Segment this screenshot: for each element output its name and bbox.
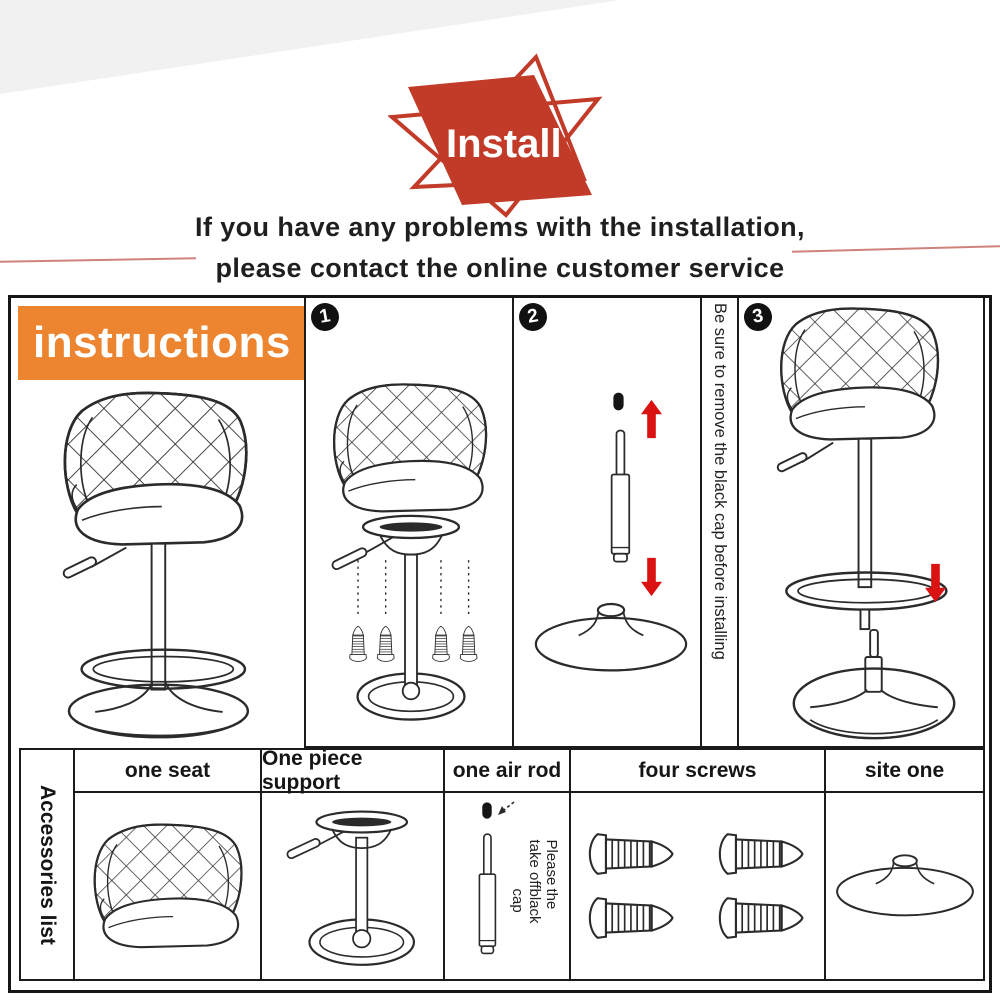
logo-text: Install: [446, 122, 562, 166]
step-2-badge: 2: [517, 301, 549, 333]
support-diagram: [279, 801, 427, 971]
column-four-screws: [569, 750, 824, 979]
black-cap-icon: [612, 391, 625, 412]
right-accent-line: [792, 245, 1000, 252]
screws-image: [571, 793, 824, 979]
dashed-arrow-icon: [493, 799, 517, 819]
air-rod-diagram: [598, 418, 642, 568]
accessories-label-cell: [21, 750, 73, 979]
accessories-label: Accessories list: [36, 784, 59, 945]
screw-icon: [581, 895, 685, 941]
instructions-title: instructions: [18, 306, 304, 380]
column-site-one: [824, 750, 983, 979]
air-rod-note: [508, 840, 561, 933]
arrow-down-icon: [924, 562, 947, 604]
screw-icon: [711, 831, 815, 877]
column-one-air-rod: [443, 750, 569, 979]
col-header-one-piece-support: One piece support: [262, 750, 443, 793]
step-3-badge: 3: [742, 301, 774, 333]
support-image: [262, 793, 443, 979]
side-note-column: [700, 298, 739, 748]
subtitle-line-2: please contact the online customer service: [215, 253, 785, 283]
rod-and-base-diagram: [784, 628, 964, 744]
air-rod-note-line-2: the black cap: [509, 888, 560, 924]
screw-icon: [581, 831, 685, 877]
accessories-table: [19, 748, 985, 981]
step-1-panel: [304, 298, 514, 748]
side-note: Be sure to remove the black cap before installing: [711, 303, 729, 660]
air-rod-diagram: [467, 823, 507, 959]
step-2-panel: [512, 298, 702, 748]
base-diagram: [528, 597, 694, 680]
column-one-piece-support: [260, 746, 443, 979]
base-image: [826, 793, 983, 979]
install-logo: [388, 46, 628, 218]
col-header-one-air-rod: one air rod: [445, 750, 569, 793]
col-header-site-one: site one: [826, 750, 983, 793]
support-and-screws-diagram: [314, 503, 508, 738]
screw-icon: [711, 895, 815, 941]
seat-diagram: [322, 382, 498, 514]
base-diagram: [830, 849, 980, 924]
arrow-up-icon: [640, 398, 663, 440]
col-header-one-seat: one seat: [75, 750, 260, 793]
air-rod-note-line-1: Please take off: [526, 839, 560, 889]
subtitle-line-1: If you have any problems with the installation,: [195, 212, 805, 242]
one-seat-image: [75, 793, 260, 979]
column-one-seat: [73, 750, 260, 979]
step-1-badge: 1: [309, 301, 341, 333]
instructions-panel: [8, 295, 992, 993]
arrow-down-icon: [640, 556, 663, 598]
assembled-stool-diagram: [29, 390, 282, 745]
col-header-four-screws: four screws: [571, 750, 824, 793]
seat-diagram: [83, 822, 253, 950]
black-cap-icon: [481, 801, 493, 820]
air-rod-image: [445, 793, 569, 979]
step-3-panel: [737, 298, 985, 748]
